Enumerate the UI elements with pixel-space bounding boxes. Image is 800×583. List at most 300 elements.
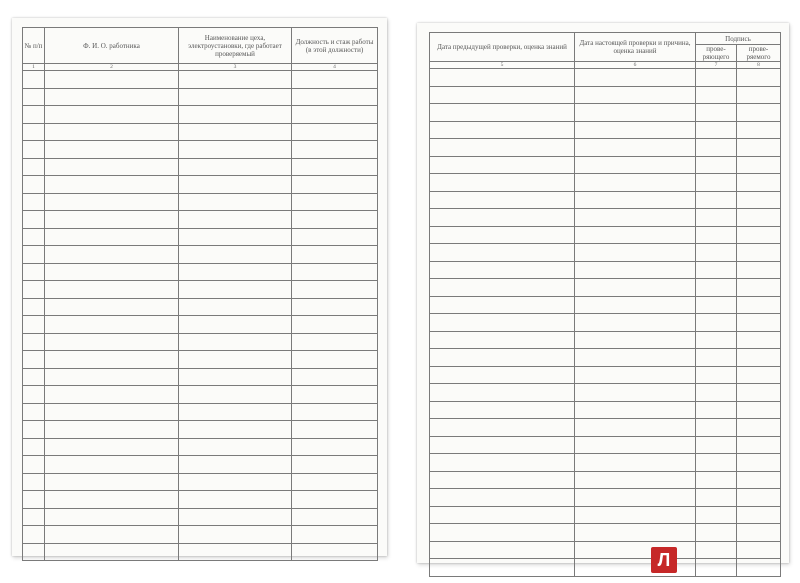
table-row <box>23 246 378 264</box>
table-cell <box>23 141 45 159</box>
table-cell <box>23 193 45 211</box>
table-row <box>23 473 378 491</box>
table-cell <box>430 471 575 489</box>
table-cell <box>23 281 45 299</box>
table-cell <box>737 69 781 87</box>
column-number: 4 <box>292 64 378 71</box>
table-cell <box>575 436 696 454</box>
table-row <box>23 263 378 281</box>
table-cell <box>292 526 378 544</box>
table-cell <box>737 314 781 332</box>
table-row <box>23 351 378 369</box>
table-cell <box>23 88 45 106</box>
table-cell <box>575 104 696 122</box>
table-cell <box>23 158 45 176</box>
table-cell <box>575 471 696 489</box>
table-cell <box>45 473 179 491</box>
table-cell <box>737 419 781 437</box>
table-cell <box>292 281 378 299</box>
table-cell <box>23 403 45 421</box>
table-cell <box>696 174 737 192</box>
table-cell <box>179 351 292 369</box>
header-signature-examiner: прове-ряющего <box>696 45 737 62</box>
table-row <box>430 506 781 524</box>
table-cell <box>430 419 575 437</box>
table-cell <box>737 191 781 209</box>
table-cell <box>45 421 179 439</box>
table-row <box>430 261 781 279</box>
table-row <box>430 191 781 209</box>
table-cell <box>430 366 575 384</box>
table-cell <box>179 141 292 159</box>
table-cell <box>430 436 575 454</box>
table-cell <box>179 403 292 421</box>
table-cell <box>430 244 575 262</box>
table-cell <box>696 121 737 139</box>
table-row <box>23 106 378 124</box>
table-cell <box>575 559 696 577</box>
table-cell <box>45 88 179 106</box>
table-cell <box>575 454 696 472</box>
table-row <box>430 489 781 507</box>
table-cell <box>430 541 575 559</box>
table-cell <box>430 104 575 122</box>
table-cell <box>696 244 737 262</box>
table-cell <box>430 401 575 419</box>
table-cell <box>179 543 292 561</box>
header-number: № п/п <box>23 28 45 64</box>
table-row <box>430 559 781 577</box>
table-cell <box>696 69 737 87</box>
right-register-table <box>429 32 781 577</box>
table-row <box>430 419 781 437</box>
table-cell <box>292 263 378 281</box>
table-cell <box>292 438 378 456</box>
table-cell <box>430 524 575 542</box>
table-row <box>430 541 781 559</box>
table-cell <box>575 244 696 262</box>
table-cell <box>179 263 292 281</box>
table-cell <box>179 228 292 246</box>
table-cell <box>45 351 179 369</box>
table-cell <box>45 526 179 544</box>
table-cell <box>430 226 575 244</box>
table-cell <box>430 139 575 157</box>
table-cell <box>23 298 45 316</box>
table-cell <box>292 298 378 316</box>
table-cell <box>737 121 781 139</box>
table-cell <box>179 386 292 404</box>
left-page <box>12 18 387 556</box>
header-previous-check: Дата предыдущей проверки, оценка знаний <box>430 33 575 62</box>
table-row <box>430 279 781 297</box>
table-cell <box>430 279 575 297</box>
table-cell <box>737 349 781 367</box>
table-cell <box>696 506 737 524</box>
table-row <box>23 403 378 421</box>
table-cell <box>696 384 737 402</box>
table-row <box>430 139 781 157</box>
table-cell <box>45 123 179 141</box>
right-page <box>417 23 789 563</box>
table-cell <box>575 86 696 104</box>
table-cell <box>45 543 179 561</box>
table-row <box>430 524 781 542</box>
table-cell <box>45 456 179 474</box>
table-cell <box>430 261 575 279</box>
table-cell <box>45 508 179 526</box>
table-cell <box>292 211 378 229</box>
table-cell <box>45 333 179 351</box>
table-cell <box>23 263 45 281</box>
table-cell <box>292 141 378 159</box>
column-number: 5 <box>430 62 575 69</box>
table-cell <box>179 298 292 316</box>
table-cell <box>696 296 737 314</box>
header-signature: Подпись <box>696 33 781 45</box>
table-cell <box>23 246 45 264</box>
table-cell <box>575 209 696 227</box>
table-cell <box>575 419 696 437</box>
table-cell <box>292 246 378 264</box>
table-row <box>430 174 781 192</box>
table-row <box>430 69 781 87</box>
table-cell <box>292 386 378 404</box>
table-cell <box>737 471 781 489</box>
table-cell <box>430 331 575 349</box>
table-row <box>23 298 378 316</box>
table-cell <box>23 71 45 89</box>
table-cell <box>179 333 292 351</box>
table-row <box>430 296 781 314</box>
table-cell <box>696 86 737 104</box>
table-cell <box>292 351 378 369</box>
table-cell <box>45 193 179 211</box>
table-row <box>430 349 781 367</box>
table-cell <box>23 438 45 456</box>
table-cell <box>179 88 292 106</box>
table-cell <box>179 421 292 439</box>
table-row <box>23 333 378 351</box>
table-cell <box>45 298 179 316</box>
table-cell <box>696 279 737 297</box>
table-cell <box>430 454 575 472</box>
table-cell <box>696 436 737 454</box>
table-cell <box>575 139 696 157</box>
table-row <box>23 141 378 159</box>
table-cell <box>23 351 45 369</box>
table-cell <box>696 541 737 559</box>
table-cell <box>430 86 575 104</box>
table-cell <box>696 261 737 279</box>
table-row <box>23 386 378 404</box>
table-cell <box>23 526 45 544</box>
table-cell <box>575 541 696 559</box>
table-cell <box>575 69 696 87</box>
table-cell <box>737 156 781 174</box>
table-cell <box>430 121 575 139</box>
table-cell <box>696 349 737 367</box>
table-cell <box>737 489 781 507</box>
table-cell <box>23 386 45 404</box>
table-cell <box>23 316 45 334</box>
table-cell <box>575 506 696 524</box>
table-row <box>23 123 378 141</box>
table-cell <box>45 176 179 194</box>
table-row <box>23 193 378 211</box>
table-cell <box>179 508 292 526</box>
column-number: 6 <box>575 62 696 69</box>
table-row <box>430 454 781 472</box>
table-cell <box>292 176 378 194</box>
table-cell <box>737 279 781 297</box>
table-row <box>23 176 378 194</box>
table-cell <box>179 211 292 229</box>
table-row <box>23 316 378 334</box>
header-workshop: Наименование цеха, электроустановки, где работает проверяемый <box>179 28 292 64</box>
table-cell <box>23 491 45 509</box>
table-cell <box>179 438 292 456</box>
table-cell <box>45 438 179 456</box>
table-row <box>23 281 378 299</box>
table-cell <box>23 543 45 561</box>
table-cell <box>179 281 292 299</box>
table-cell <box>45 71 179 89</box>
table-row <box>23 508 378 526</box>
table-cell <box>737 541 781 559</box>
table-row <box>23 526 378 544</box>
table-cell <box>179 368 292 386</box>
table-cell <box>737 524 781 542</box>
table-cell <box>45 106 179 124</box>
table-cell <box>737 139 781 157</box>
table-cell <box>737 104 781 122</box>
table-cell <box>575 331 696 349</box>
table-cell <box>737 384 781 402</box>
table-cell <box>179 246 292 264</box>
table-cell <box>179 71 292 89</box>
table-cell <box>430 506 575 524</box>
table-cell <box>45 386 179 404</box>
column-number: 8 <box>737 62 781 69</box>
table-cell <box>737 401 781 419</box>
table-cell <box>696 226 737 244</box>
table-cell <box>696 366 737 384</box>
table-cell <box>179 193 292 211</box>
table-cell <box>430 559 575 577</box>
column-number: 7 <box>696 62 737 69</box>
table-cell <box>45 158 179 176</box>
table-cell <box>45 141 179 159</box>
table-cell <box>45 281 179 299</box>
table-row <box>23 228 378 246</box>
table-cell <box>696 331 737 349</box>
table-cell <box>696 454 737 472</box>
table-cell <box>179 123 292 141</box>
table-row <box>430 104 781 122</box>
table-row <box>430 314 781 332</box>
table-row <box>430 86 781 104</box>
table-cell <box>575 279 696 297</box>
table-cell <box>696 489 737 507</box>
table-cell <box>696 314 737 332</box>
table-cell <box>292 333 378 351</box>
table-row <box>23 438 378 456</box>
table-cell <box>23 456 45 474</box>
table-cell <box>292 491 378 509</box>
table-cell <box>430 191 575 209</box>
right-table-body <box>430 69 781 577</box>
table-row <box>430 156 781 174</box>
table-cell <box>737 209 781 227</box>
table-cell <box>45 491 179 509</box>
table-cell <box>23 123 45 141</box>
table-cell <box>696 471 737 489</box>
table-cell <box>292 123 378 141</box>
table-cell <box>45 316 179 334</box>
table-cell <box>737 436 781 454</box>
table-cell <box>292 228 378 246</box>
column-number: 3 <box>179 64 292 71</box>
table-cell <box>696 209 737 227</box>
table-cell <box>292 508 378 526</box>
table-cell <box>292 456 378 474</box>
table-cell <box>179 526 292 544</box>
table-cell <box>292 473 378 491</box>
table-cell <box>696 191 737 209</box>
table-cell <box>575 226 696 244</box>
table-cell <box>179 316 292 334</box>
table-cell <box>430 314 575 332</box>
table-cell <box>737 506 781 524</box>
table-row <box>430 366 781 384</box>
table-cell <box>575 261 696 279</box>
table-cell <box>292 193 378 211</box>
table-cell <box>23 211 45 229</box>
table-cell <box>430 296 575 314</box>
table-row <box>430 209 781 227</box>
table-cell <box>575 174 696 192</box>
table-cell <box>575 121 696 139</box>
table-cell <box>575 314 696 332</box>
table-cell <box>696 524 737 542</box>
table-cell <box>23 333 45 351</box>
publisher-logo-icon[interactable]: Л <box>651 547 677 573</box>
table-cell <box>430 384 575 402</box>
table-cell <box>292 403 378 421</box>
column-number: 1 <box>23 64 45 71</box>
table-row <box>23 491 378 509</box>
table-cell <box>45 246 179 264</box>
table-cell <box>430 209 575 227</box>
table-cell <box>575 401 696 419</box>
table-cell <box>696 401 737 419</box>
table-cell <box>45 263 179 281</box>
table-cell <box>737 244 781 262</box>
table-row <box>430 244 781 262</box>
table-row <box>23 543 378 561</box>
table-cell <box>737 366 781 384</box>
table-cell <box>696 559 737 577</box>
table-cell <box>575 296 696 314</box>
table-cell <box>696 139 737 157</box>
table-cell <box>45 228 179 246</box>
table-cell <box>292 543 378 561</box>
header-position: Должность и стаж работы (в этой должности) <box>292 28 378 64</box>
table-cell <box>430 489 575 507</box>
table-cell <box>696 156 737 174</box>
table-cell <box>23 473 45 491</box>
table-cell <box>292 421 378 439</box>
table-cell <box>696 419 737 437</box>
table-cell <box>575 384 696 402</box>
table-cell <box>292 88 378 106</box>
table-row <box>23 368 378 386</box>
table-cell <box>45 403 179 421</box>
table-cell <box>292 316 378 334</box>
column-number: 2 <box>45 64 179 71</box>
table-cell <box>179 158 292 176</box>
header-full-name: Ф. И. О. работника <box>45 28 179 64</box>
table-row <box>430 401 781 419</box>
table-cell <box>737 331 781 349</box>
table-cell <box>292 368 378 386</box>
table-cell <box>575 156 696 174</box>
table-cell <box>737 454 781 472</box>
table-cell <box>23 176 45 194</box>
table-row <box>430 121 781 139</box>
table-cell <box>696 104 737 122</box>
table-row <box>23 158 378 176</box>
table-cell <box>737 86 781 104</box>
table-cell <box>430 174 575 192</box>
table-cell <box>430 69 575 87</box>
left-table-body <box>23 71 378 561</box>
table-row <box>23 211 378 229</box>
header-current-check: Дата настоящей проверки и причина, оценка знаний <box>575 33 696 62</box>
table-cell <box>23 368 45 386</box>
table-cell <box>575 349 696 367</box>
table-cell <box>179 491 292 509</box>
table-cell <box>292 71 378 89</box>
table-cell <box>23 508 45 526</box>
table-cell <box>575 366 696 384</box>
table-cell <box>179 106 292 124</box>
table-row <box>430 226 781 244</box>
left-register-table <box>22 27 378 561</box>
table-cell <box>575 524 696 542</box>
table-cell <box>292 158 378 176</box>
table-cell <box>292 106 378 124</box>
table-row <box>430 471 781 489</box>
table-cell <box>575 489 696 507</box>
table-cell <box>737 174 781 192</box>
table-cell <box>23 106 45 124</box>
table-cell <box>45 211 179 229</box>
table-row <box>430 384 781 402</box>
table-row <box>430 331 781 349</box>
table-cell <box>430 349 575 367</box>
table-row <box>23 456 378 474</box>
table-cell <box>23 228 45 246</box>
table-row <box>23 71 378 89</box>
table-cell <box>23 421 45 439</box>
table-row <box>23 88 378 106</box>
table-cell <box>737 226 781 244</box>
header-signature-examinee: прове-ряемого <box>737 45 781 62</box>
table-cell <box>179 473 292 491</box>
table-row <box>430 436 781 454</box>
